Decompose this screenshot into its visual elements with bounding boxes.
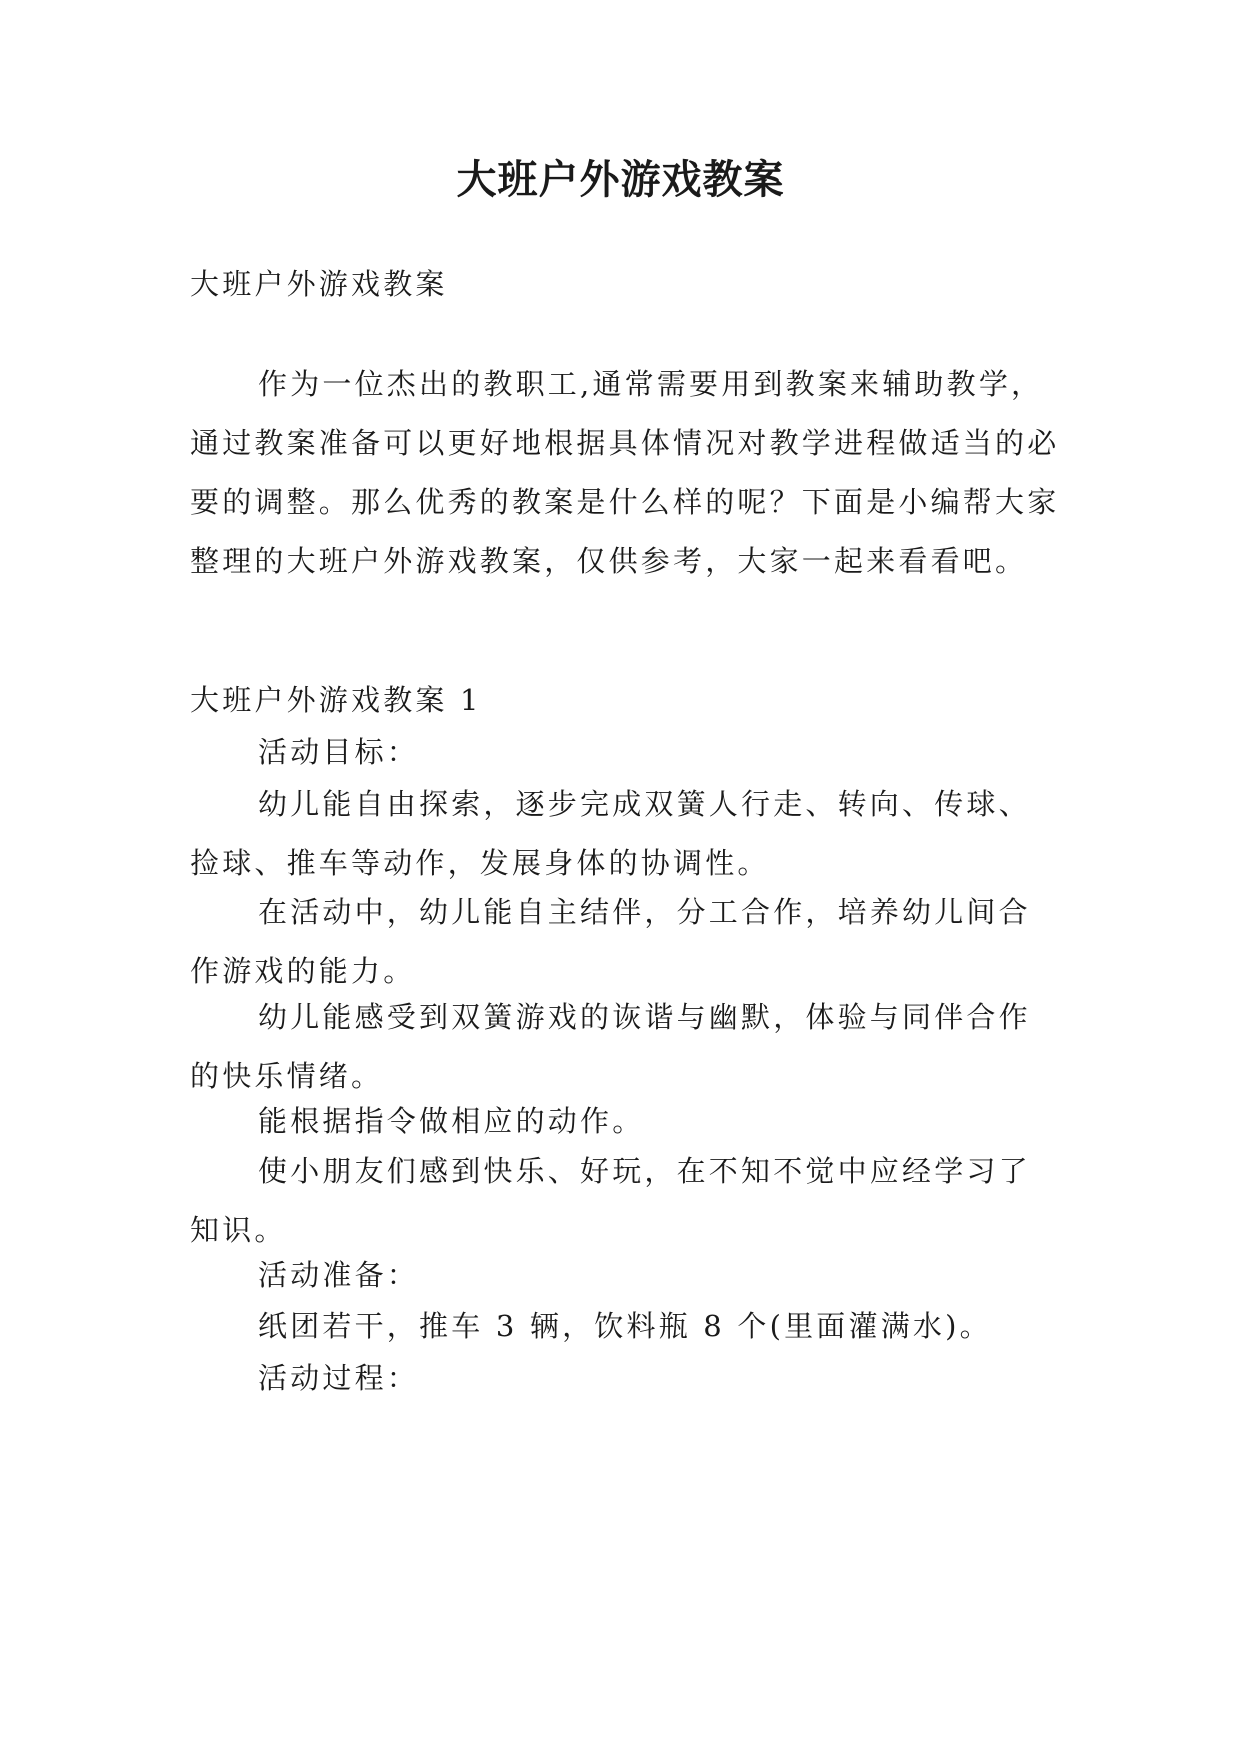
- intro-paragraph: 作为一位杰出的教职工,通常需要用到教案来辅助教学，通过教案准备可以更好地根据具体情况对教学进程做适当的必要的调整。那么优秀的教案是什么样的呢？下面是小编帮大家整理的大班户外游戏教案，仅供参考，大家一起来看看吧。: [190, 367, 1060, 578]
- document-title: 大班户外游戏教案: [456, 156, 785, 203]
- goals-label: 活动目标：: [258, 735, 420, 769]
- prep-text: 纸团若干，推车 3 辆，饮料瓶 8 个(里面灌满水)。: [258, 1309, 992, 1343]
- goal-item: 幼儿能感受到双簧游戏的诙谐与幽默，体验与同伴合作的快乐情绪。: [190, 1000, 1031, 1093]
- prep-label: 活动准备：: [258, 1258, 420, 1292]
- section-heading: 大班户外游戏教案 1: [190, 683, 482, 717]
- document-subtitle: 大班户外游戏教案: [190, 267, 448, 301]
- goal-item: 能根据指令做相应的动作。: [258, 1104, 645, 1138]
- process-label: 活动过程：: [258, 1361, 420, 1395]
- goal-item: 使小朋友们感到快乐、好玩，在不知不觉中应经学习了知识。: [190, 1154, 1031, 1247]
- goal-item: 幼儿能自由探索，逐步完成双簧人行走、转向、传球、捡球、推车等动作，发展身体的协调性。: [190, 787, 1031, 880]
- goal-item: 在活动中，幼儿能自主结伴，分工合作，培养幼儿间合作游戏的能力。: [190, 895, 1031, 988]
